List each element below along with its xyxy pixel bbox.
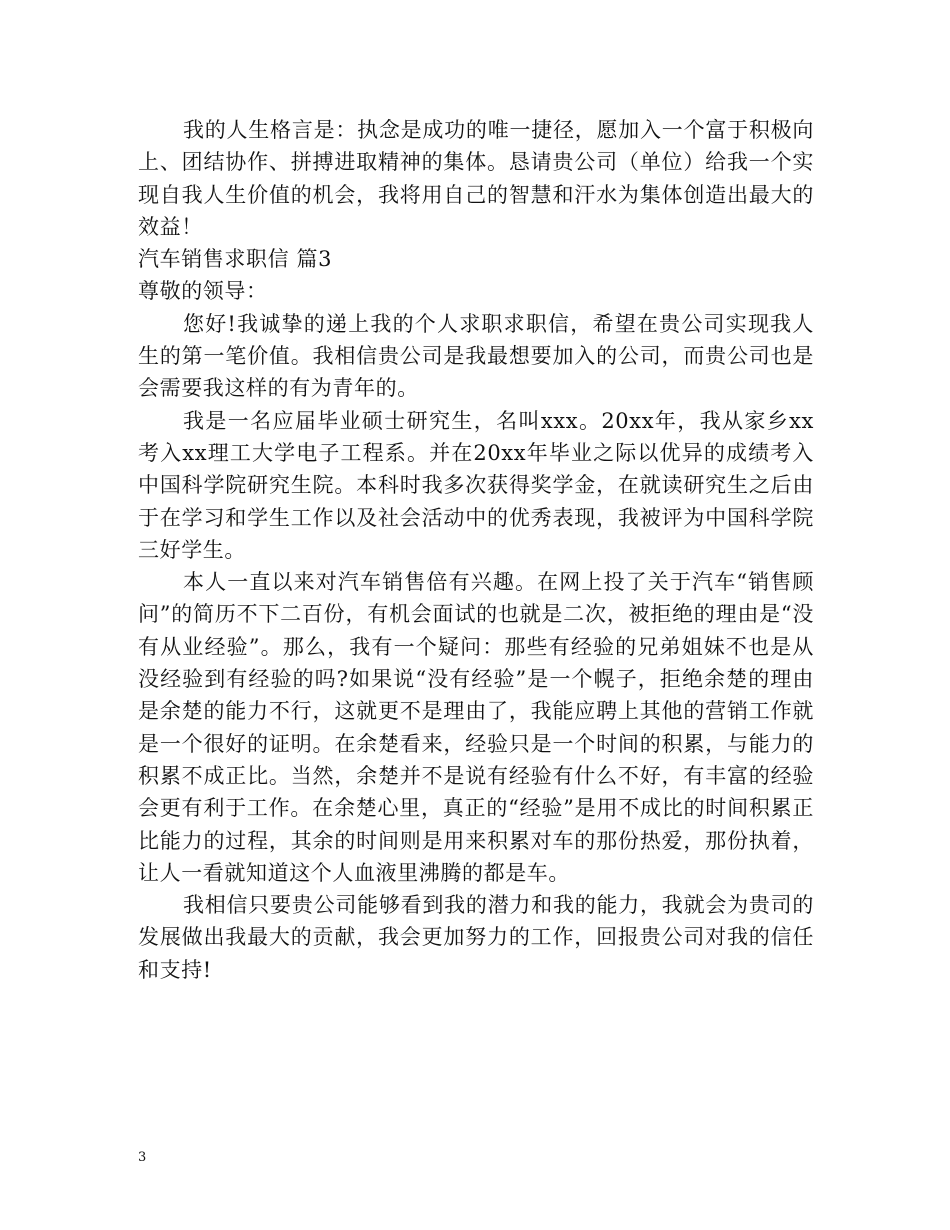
motto-paragraph: 我的人生格言是：执念是成功的唯一捷径，愿加入一个富于积极向上、团结协作、拼搏进取精神的集体。恳请贵公司（单位）给我一个实现自我人生价值的机会，我将用自己的智慧和汗水为集体创造出最大的效益！ <box>138 118 814 239</box>
closing-paragraph: 我相信只要贵公司能够看到我的潜力和我的能力，我就会为贵司的发展做出我最大的贡献，我会更加努力的工作，回报贵公司对我的信任和支持! <box>138 893 814 982</box>
section-title: 汽车销售求职信 篇3 <box>138 247 333 272</box>
page-number: 3 <box>138 1150 147 1165</box>
salutation: 尊敬的领导： <box>138 279 268 304</box>
background-paragraph: 我是一名应届毕业硕士研究生，名叫xxx。20xx年，我从家乡xx考入xx理工大学电子工程系。并在20xx年毕业之际以优异的成绩考入中国科学院研究生院。本科时我多次获得奖学金，在就读研究生之后由于在学习和学生工作以及社会活动中的优秀表现，我被评为中国科学院三好学生。 <box>138 408 814 562</box>
document-body <box>138 114 814 986</box>
greeting-paragraph: 您好!我诚挚的递上我的个人求职求职信，希望在贵公司实现我人生的第一笔价值。我相信贵公司是我最想要加入的公司，而贵公司也是会需要我这样的有为青年的。 <box>138 311 814 401</box>
interest-paragraph: 本人一直以来对汽车销售倍有兴趣。在网上投了关于汽车“销售顾问”的简历不下二百份，有机会面试的也就是二次，被拒绝的理由是“没有从业经验”。那么，我有一个疑问：那些有经验的兄弟姐妹不也是从没经验到有经验的吗?如果说“没有经验”是一个幌子，拒绝余楚的理由是余楚的能力不行，这就更不是理由了，我能应聘上其他的营销工作就是一个很好的证明。在余楚看来，经验只是一个时间的积累，与能力的积累不成正比。当然，余楚并不是说有经验有什么不好，有丰富的经验会更有利于工作。在余楚心里，真正的“经验”是用不成比的时间积累正比能力的过程，其余的时间则是用来积累对车的那份热爱，那份执着，让人一看就知道这个人血液里沸腾的都是车。 <box>138 570 814 885</box>
